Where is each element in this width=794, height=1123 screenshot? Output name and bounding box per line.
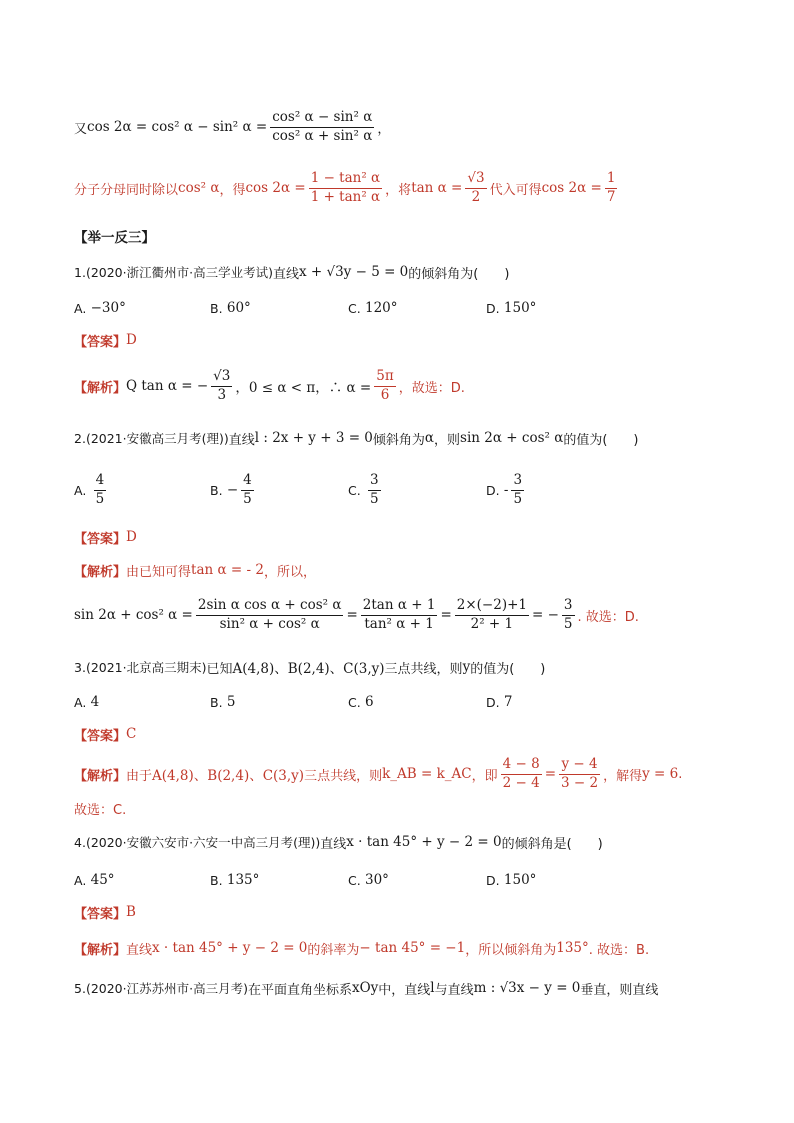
option-a[interactable] — [74, 300, 126, 316]
fraction-denominator: 5 — [95, 490, 105, 507]
intro-formula: cos 2α = — [541, 180, 602, 196]
analysis-text: ，解得 — [603, 768, 643, 784]
question-text: 的值为( ) — [470, 661, 546, 677]
option-b[interactable] — [210, 300, 251, 316]
question-text: 垂直，则直线 — [580, 982, 659, 998]
question-4-options — [74, 870, 734, 890]
question-1-analysis — [74, 364, 734, 408]
answer-label: 【答案】 — [74, 334, 127, 350]
calc-tail: . 故选：D. — [577, 609, 639, 625]
question-2-analysis — [74, 560, 734, 580]
intro-formula: cos² α — [178, 180, 220, 196]
option-label: D. — [486, 872, 500, 888]
option-value: 120° — [365, 300, 398, 316]
question-formula: A(4,8)、B(2,4)、C(3,y) — [232, 661, 385, 677]
question-4-stem — [74, 832, 734, 852]
calc-fraction — [562, 598, 575, 632]
question-text: 的倾斜角是( ) — [501, 836, 603, 852]
option-fraction — [368, 473, 381, 507]
option-c[interactable] — [348, 872, 389, 888]
analysis-formula: tan α = - 2 — [191, 562, 264, 578]
fraction-numerator: 3 — [562, 598, 575, 616]
fraction-denominator: 2 — [471, 188, 481, 205]
option-label: C. — [348, 482, 361, 498]
intro-line-1 — [74, 108, 734, 146]
option-fraction — [241, 473, 254, 507]
intro-formula: cos 2α = cos² α − sin² α = — [87, 119, 268, 135]
option-value: 4 — [90, 694, 100, 710]
question-4-analysis — [74, 938, 734, 958]
analysis-text: ，所以倾斜角为 — [465, 942, 557, 958]
analysis-formula: ，0 ≤ α < π，∴ α = — [235, 380, 372, 396]
analysis-label: 【解析】 — [74, 942, 127, 958]
intro-text: 代入可得 — [489, 182, 542, 198]
fraction-denominator: 5 — [563, 615, 573, 632]
option-label: D. — [486, 482, 500, 498]
option-value: 5 — [226, 694, 236, 710]
question-source: (2021·北京高三期末) — [85, 660, 207, 675]
option-label: D. — [486, 694, 500, 710]
fraction-denominator: 2 − 4 — [502, 774, 540, 791]
question-formula: sin 2α + cos² α — [460, 430, 564, 446]
option-value: −30° — [90, 300, 126, 316]
question-source: (2020·江苏苏州市·高三月考) — [85, 981, 248, 996]
fraction-numerator: 2sin α cos α + cos² α — [196, 598, 344, 616]
fraction-denominator: 3 — [217, 386, 227, 403]
question-text: 在平面直角坐标系 — [247, 982, 352, 998]
question-3-answer — [74, 724, 734, 744]
answer-value: C — [126, 726, 137, 742]
question-number: 2. — [74, 430, 86, 446]
analysis-fraction — [374, 369, 395, 403]
question-formula: m : √3x − y = 0 — [473, 980, 581, 996]
analysis-label: 【解析】 — [74, 564, 127, 580]
question-number: 3. — [74, 659, 86, 675]
fraction-numerator: 1 − tan² α — [309, 171, 382, 189]
option-d[interactable] — [486, 473, 527, 507]
question-formula: α — [424, 430, 435, 446]
fraction-numerator: 2×(−2)+1 — [455, 598, 529, 616]
intro-fraction — [270, 110, 374, 144]
question-text: 直线 — [320, 836, 347, 852]
question-number: 4. — [74, 834, 86, 850]
analysis-formula: Q tan α = − — [126, 378, 209, 394]
option-label: B. — [210, 872, 223, 888]
question-2-options — [74, 468, 734, 512]
calc-fraction — [455, 598, 529, 632]
fraction-numerator: y − 4 — [559, 757, 599, 775]
option-d[interactable] — [486, 694, 513, 710]
intro-formula: tan α = — [411, 180, 463, 196]
option-a[interactable] — [74, 872, 115, 888]
question-text: 倾斜角为 — [372, 432, 425, 448]
analysis-fraction — [559, 757, 600, 791]
analysis-formula: x · tan 45° + y − 2 = 0 — [152, 940, 308, 956]
answer-value: B — [126, 904, 136, 920]
question-formula: xOy — [351, 980, 379, 996]
analysis-text: . — [678, 766, 683, 782]
question-formula: x · tan 45° + y − 2 = 0 — [346, 834, 502, 850]
question-formula: y — [462, 659, 471, 675]
option-value: 150° — [503, 872, 537, 888]
option-label: B. — [210, 300, 223, 316]
question-number: 1. — [74, 264, 86, 280]
option-d[interactable] — [486, 300, 536, 316]
option-a[interactable] — [74, 473, 109, 507]
fraction-numerator: 3 — [511, 473, 524, 491]
question-formula: l — [430, 980, 435, 996]
analysis-text: 由于 — [126, 768, 153, 784]
option-fraction — [511, 473, 524, 507]
analysis-formula: y = 6 — [642, 766, 679, 782]
question-text: 中，直线 — [378, 982, 431, 998]
question-source: (2020·安徽六安市·六安一中高三月考(理)) — [85, 835, 321, 850]
analysis-text: 的斜率为 — [307, 942, 360, 958]
question-4-answer — [74, 902, 734, 922]
question-formula: x + √3y − 5 = 0 — [298, 264, 409, 280]
option-label: B. — [210, 482, 223, 498]
question-text: ，则 — [434, 432, 461, 448]
question-3-analysis: 【解析】 由于 A(4,8)、B(2,4)、C(3,y) 三点共线，则 k_AB = k_AC ，即 $\frac{4 - 8}{2 - 4}$ = $\frac{y - 4}{3 - 2}$ ，解得 y = 6 . — [74, 755, 683, 791]
question-3-stem — [74, 657, 734, 677]
analysis-formula: k_AB = k_AC — [382, 766, 472, 782]
option-value: 150° — [503, 300, 537, 316]
section-title: 【举一反三】 — [74, 230, 155, 246]
option-d[interactable] — [486, 872, 536, 888]
intro-punct: ， — [377, 121, 391, 137]
question-text: 直线 — [228, 432, 255, 448]
question-1-stem — [74, 262, 734, 282]
fraction-denominator: sin² α + cos² α — [219, 615, 320, 632]
question-2-calculation: sin 2α + cos² α = $\frac{\text{2sin α cos α + cos² α}}{\text{sin² α + cos² α}}$ = $\frac{\text{2tan α + 1}}{\text{tan² α + 1}}$ = $\frac{2\times(-2)+1}{\text{2² + 1}}$ = − $\frac{3}{5}$ . 故选：D. — [74, 596, 639, 632]
calc-formula: sin 2α + cos² α = — [74, 607, 193, 623]
intro-text: ，将 — [385, 182, 412, 198]
option-a[interactable] — [74, 694, 99, 710]
analysis-formula: 135° — [556, 940, 589, 956]
answer-label: 【答案】 — [74, 531, 127, 547]
question-text: 的倾斜角为( ) — [408, 266, 510, 282]
intro-text: 分子分母同时除以 — [74, 182, 179, 198]
option-label: A. — [74, 872, 87, 888]
fraction-numerator: 1 — [605, 171, 618, 189]
fraction-denominator: tan² α + 1 — [364, 615, 434, 632]
question-5-stem — [74, 978, 734, 998]
fraction-numerator: 4 — [94, 473, 107, 491]
option-label: A. — [74, 482, 87, 498]
analysis-text: ，所以， — [263, 564, 316, 580]
answer-value: D — [126, 332, 137, 348]
intro-formula: cos 2α = — [245, 180, 306, 196]
fraction-numerator: √3 — [211, 369, 232, 387]
fraction-denominator: cos² α + sin² α — [272, 127, 373, 144]
analysis-label: 【解析】 — [74, 380, 127, 396]
analysis-fraction — [211, 369, 232, 403]
intro-fraction — [605, 171, 618, 205]
analysis-formula: A(4,8)、B(2,4)、C(3,y) — [152, 768, 305, 784]
option-sign: − — [226, 482, 239, 498]
option-b[interactable] — [210, 694, 235, 710]
analysis-text: 故选：C. — [74, 802, 127, 818]
intro-text: ，得 — [219, 182, 246, 198]
question-2-answer — [74, 527, 734, 547]
option-c[interactable] — [348, 300, 398, 316]
fraction-numerator: 4 — [241, 473, 254, 491]
option-label: D. — [486, 300, 500, 316]
analysis-fraction — [501, 757, 542, 791]
option-value: 6 — [365, 694, 374, 710]
analysis-text: 由已知可得 — [126, 564, 192, 580]
question-text: 与直线 — [434, 982, 474, 998]
analysis-text: ，故选：D. — [398, 380, 465, 396]
fraction-denominator: 5 — [243, 490, 252, 507]
option-value: 135° — [226, 872, 260, 888]
fraction-numerator: cos² α − sin² α — [270, 110, 374, 128]
question-text: 已知 — [206, 661, 233, 677]
question-text: 的值为( ) — [563, 432, 639, 448]
fraction-denominator: 2² + 1 — [470, 615, 514, 632]
intro-fraction — [465, 171, 486, 205]
calc-fraction — [361, 598, 438, 632]
question-text: 直线 — [272, 266, 299, 282]
option-label: C. — [348, 300, 361, 316]
option-label: C. — [348, 694, 361, 710]
option-value: 30° — [365, 872, 389, 888]
question-3-analysis-2 — [74, 798, 734, 818]
question-source: (2021·安徽高三月考(理)) — [85, 431, 229, 446]
option-value: 60° — [226, 300, 251, 316]
option-label: B. — [210, 694, 223, 710]
answer-label: 【答案】 — [74, 728, 127, 744]
calc-fraction — [196, 598, 344, 632]
question-1-answer — [74, 330, 734, 350]
intro-line-2 — [74, 166, 734, 210]
option-sign: - — [503, 482, 509, 498]
question-formula: l : 2x + y + 3 = 0 — [254, 430, 373, 446]
fraction-numerator: 4 − 8 — [501, 757, 542, 775]
fraction-denominator: 1 + tan² α — [310, 188, 381, 205]
analysis-label: 【解析】 — [74, 768, 127, 784]
analysis-text: ，即 — [471, 768, 498, 784]
question-3-options — [74, 692, 734, 712]
fraction-numerator: √3 — [465, 171, 486, 189]
fraction-numerator: 2tan α + 1 — [361, 598, 438, 616]
answer-value: D — [126, 529, 137, 545]
option-label: C. — [348, 872, 361, 888]
question-source: (2020·浙江衢州市·高三学业考试) — [85, 265, 273, 280]
option-b[interactable] — [210, 473, 257, 507]
analysis-text: 直线 — [126, 942, 153, 958]
option-c[interactable] — [348, 473, 384, 507]
fraction-denominator: 5 — [513, 490, 523, 507]
option-label: A. — [74, 694, 87, 710]
fraction-denominator: 6 — [380, 386, 390, 403]
fraction-numerator: 5π — [374, 369, 395, 387]
fraction-numerator: 3 — [368, 473, 381, 491]
option-b[interactable] — [210, 872, 259, 888]
intro-fraction — [309, 171, 382, 205]
option-value: 45° — [90, 872, 115, 888]
analysis-formula: − tan 45° = −1 — [359, 940, 466, 956]
question-1-options — [74, 298, 734, 318]
question-number: 5. — [74, 980, 86, 996]
question-text: 三点共线，则 — [384, 661, 463, 677]
intro-text: 又 — [74, 121, 88, 137]
fraction-denominator: 3 − 2 — [561, 774, 599, 791]
fraction-denominator: 5 — [370, 490, 379, 507]
answer-label: 【答案】 — [74, 906, 127, 922]
option-c[interactable] — [348, 694, 374, 710]
section-heading-row — [74, 226, 734, 246]
analysis-text: 三点共线，则 — [304, 768, 383, 784]
option-value: 7 — [503, 694, 513, 710]
fraction-denominator: 7 — [606, 188, 616, 205]
option-label: A. — [74, 300, 87, 316]
question-2-stem — [74, 428, 734, 448]
option-fraction — [94, 473, 107, 507]
analysis-text: . 故选：B. — [588, 942, 650, 958]
